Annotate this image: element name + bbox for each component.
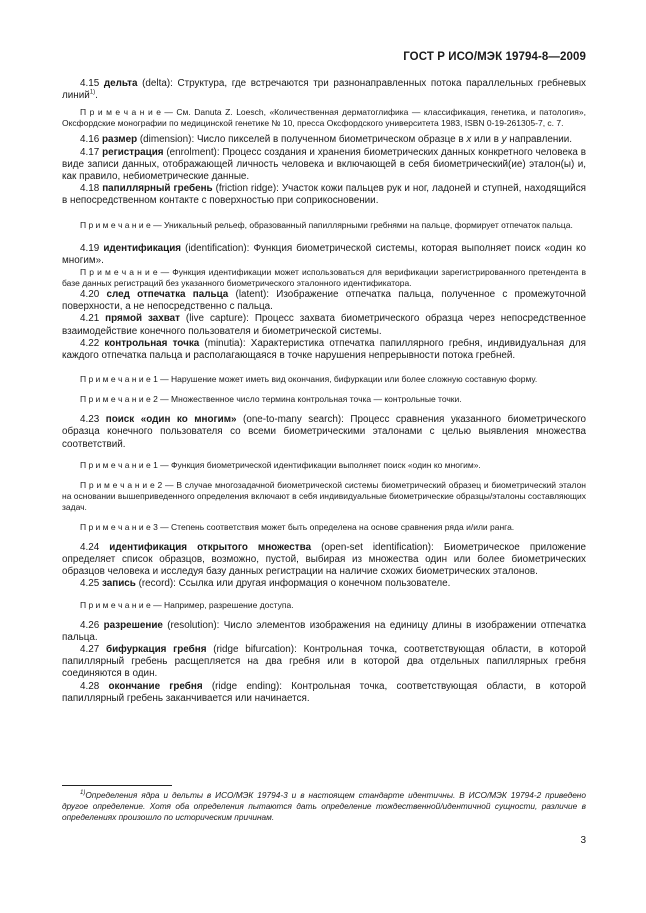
definition-number: 4.28 [80,680,100,692]
var-y: y [501,134,507,146]
definition-4-24 [62,542,586,579]
definition-4-26 [62,620,586,644]
footnote-mark: 1) [80,790,86,797]
definition-term: бифуркация гребня [105,644,207,656]
definition-term: запись [101,578,136,590]
definition-term: окончание гребня [108,680,203,692]
footnote-text: Определения ядра и дельты в ИСО/МЭК 19794-3 и в настоящем стандарте идентичны. В ИСО/МЭК 19794-2 приведено другое определение. Хотя оба определения пытаются дать определение тождественной/идентичной сущности, различие в определениях произошло по историческим причинам. [62,790,586,822]
standard-header: ГОСТ Р ИСО/МЭК 19794-8—2009 [403,51,586,63]
definition-term: идентификация открытого множества [109,541,312,553]
definition-number: 4.22 [80,337,100,349]
note-4-19: П р и м е ч а н и е — Функция идентификации может использоваться для верификации зарегистрированного претендента в базе данных регистраций без указанного биометрического эталонного идентификатора. [62,267,586,289]
definition-number: 4.23 [80,414,100,426]
definition-text: (record): Ссылка или другая информация о конечном пользователе. [135,578,451,590]
note-4-22-1: П р и м е ч а н и е 1 — Нарушение может иметь вид окончания, бифуркации или более сложную составную форму. [80,374,538,385]
definition-term: дельта [103,78,138,89]
definition-term: идентификация [103,242,182,254]
note-4-23-3: П р и м е ч а н и е 3 — Степень соответствия может быть определена на основе сравнения ряда и/или ранга. [80,521,515,532]
definition-text: (open-set identification): Биометрическое приложение определяет список образцов, возможно, пустой, выбирая из множества один или более биометрических образцов человека и исследуя базу данных регистрации на наличие схожих биометрических эталонов. [62,541,586,578]
definition-text: (ridge ending): Контрольная точка, соответствующая области, в которой папиллярный гребень заканчивается или начинается. [62,680,587,704]
definition-number: 4.25 [80,578,100,590]
definition-term: поиск «один ко многим» [105,414,237,426]
footnote [62,790,586,823]
definition-text: (ridge bifurcation): Контрольная точка, соответствующая области, в которой папиллярный гребень расщепляется на два гребня или в которой два отдельных папиллярных гребня соединяются в один. [62,644,586,680]
note-4-22-2: П р и м е ч а н и е 2 — Множественное число термина контрольная точка — контрольные точки. [80,394,462,405]
definition-text: (friction ridge): Участок кожи пальцев рук и ног, ладоней и ступней, находящийся в непосредственном контакте с поверхностью при соприкосновении. [62,183,586,207]
definition-4-21 [62,313,586,337]
definition-text: (delta): Структура, где встречаются три разнонаправленных потока параллельных гребневых линий [62,78,586,102]
definition-number: 4.19 [80,242,100,254]
definition-4-18 [62,183,586,207]
definition-term: разрешение [103,619,163,631]
definition-4-17 [62,147,586,184]
definition-number: 4.26 [80,619,100,631]
definition-number: 4.20 [80,289,100,301]
definition-number: 4.18 [80,183,100,195]
definition-number: 4.15 [80,78,100,89]
definition-4-16 [62,134,586,146]
definition-text: (live capture): Процесс захвата биометрического образца через непосредственное взаимодействие конечного пользователя и биометрической системы. [62,313,587,337]
definition-4-27 [62,644,586,681]
definition-term: прямой захват [105,313,181,325]
definition-4-25 [62,578,586,590]
definition-number: 4.27 [80,644,100,656]
footnote-divider [62,785,172,786]
definition-text: (dimension): Число пикселей в полученном биометрическом образце в [137,134,467,146]
definition-text: (resolution): Число элементов изображения на единицу длины в изображении отпечатка пальца. [62,619,586,643]
definition-4-23 [62,414,586,451]
note-4-15: П р и м е ч а н и е — См. Danuta Z. Loesch, «Количественная дерматоглифика — классификация, генетика, и патология», Оксфордские монографии по медицинской генетике № 10, пресса Оксфордского университета 1983, ISBN 0-19-261305-7, с. 7. [62,107,586,129]
definition-text-end: . [95,90,98,102]
definition-term: размер [101,134,138,146]
definition-term: след отпечатка пальца [106,289,229,301]
definition-number: 4.17 [80,146,100,158]
definition-text: (one-to-many search): Процесс сравнения указанного биометрического образца конечного пользователя со всеми биометрическими эталонами с целью выявления множества соответствий. [62,414,586,450]
var-x: x [466,134,472,146]
definition-number: 4.24 [80,541,100,553]
note-4-23-2: П р и м е ч а н и е 2 — В случае многозадачной биометрической системы биометрический образец и биометрический эталон на основании вышеприведенного определения включают в себя индивидуальные биометрические образцы/эталоны составляющих задач. [62,479,586,512]
definition-4-15 [62,78,586,102]
note-4-23-1: П р и м е ч а н и е 1 — Функция биометрической идентификации выполняет поиск «один ко многим». [80,459,481,470]
definition-4-22 [62,338,586,362]
definition-4-28 [62,681,586,705]
definition-number: 4.16 [80,134,100,146]
note-4-18: П р и м е ч а н и е — Уникальный рельеф, образованный папиллярными гребнями на пальце, формирует отпечаток пальца. [80,219,573,230]
note-4-25: П р и м е ч а н и е — Например, разрешение доступа. [80,599,294,610]
definition-term: регистрация [102,146,164,158]
definition-text: (identification): Функция биометрической системы, которая выполняет поиск «один ко многим». [62,242,586,266]
definitions-body [62,78,586,705]
definition-text: (enrolment): Процесс создания и хранения биометрических данных конкретного человека в виде записи данных, отображающей личность человека и включающей в себя биометрический(ие) эталон(ы) и, как правило, небиометрические данные. [62,146,586,183]
definition-text: направлении. [506,134,573,146]
definition-term: папиллярный гребень [102,183,213,195]
definition-text: (latent): Изображение отпечатка пальца, полученное с промежуточной поверхности, а не непосредственно с пальца. [62,289,586,313]
footnote-ref: 1) [89,89,96,96]
definition-number: 4.21 [80,313,100,325]
definition-4-19 [62,243,586,267]
definition-text: или в [471,134,502,146]
page-number: 3 [580,835,586,846]
definition-term: контрольная точка [104,337,200,349]
definition-4-20 [62,289,586,313]
definition-text: (minutia): Характеристика отпечатка папиллярного гребня, индивидуальная для каждого отпечатка пальца и располагающаяся в точке нарушения непрерывности потока гребней. [62,337,586,362]
